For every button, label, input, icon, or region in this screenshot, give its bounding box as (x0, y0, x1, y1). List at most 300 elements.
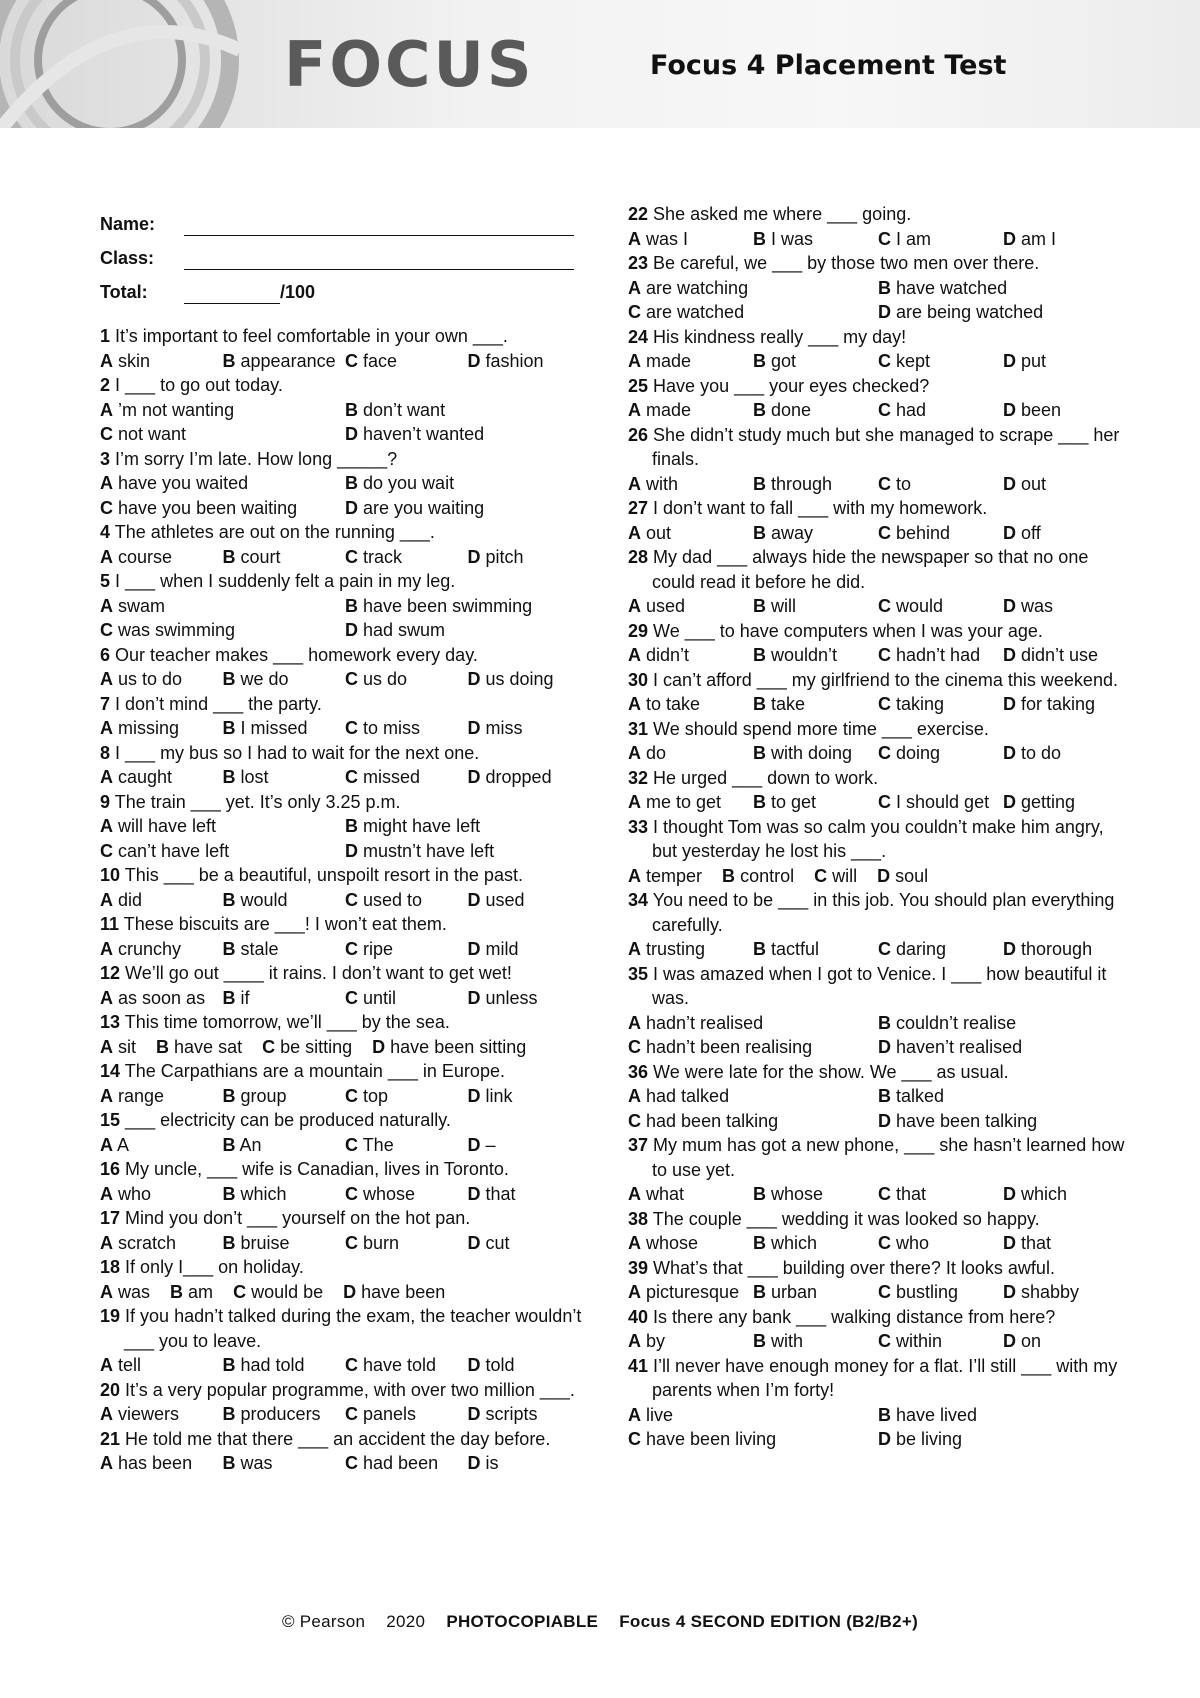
answer-option[interactable] (878, 1427, 1128, 1452)
options-row (628, 1109, 1128, 1134)
answer-option[interactable] (1003, 1182, 1128, 1207)
question-24 (628, 325, 1128, 374)
option-letter: A (100, 938, 113, 959)
option-letter: C (345, 938, 358, 959)
answer-option[interactable] (100, 496, 345, 521)
option-letter: C (345, 1404, 358, 1424)
answer-option[interactable] (468, 1182, 591, 1207)
answer-option[interactable] (100, 937, 223, 962)
answer-option[interactable] (345, 765, 468, 790)
answer-option[interactable] (170, 1280, 213, 1305)
option-letter: D (1003, 596, 1016, 616)
options-row (628, 1231, 1128, 1256)
name-field[interactable] (184, 216, 574, 236)
answer-option[interactable] (878, 1109, 1128, 1134)
question-number: 41 (628, 1355, 649, 1376)
answer-option[interactable] (223, 1133, 346, 1158)
option-letter: D (1003, 792, 1016, 812)
answer-option[interactable] (628, 300, 878, 325)
option-text: swam (118, 595, 166, 616)
answer-option[interactable] (878, 472, 1003, 497)
answer-option[interactable] (345, 1353, 468, 1378)
option-text: is (485, 1453, 499, 1473)
answer-option[interactable] (628, 1182, 753, 1207)
answer-option[interactable] (100, 618, 345, 643)
question-20 (100, 1378, 590, 1427)
answer-option[interactable] (100, 888, 223, 913)
answer-option[interactable] (628, 349, 753, 374)
answer-option[interactable] (1003, 741, 1128, 766)
answer-option[interactable] (628, 472, 753, 497)
question-number: 15 (100, 1110, 121, 1130)
answer-option[interactable] (223, 349, 346, 374)
question-text (628, 766, 1128, 791)
answer-option[interactable] (753, 692, 878, 717)
option-text: have been swimming (363, 595, 533, 616)
options-row (628, 1403, 1128, 1428)
option-text: got (771, 351, 797, 371)
answer-option[interactable] (1003, 472, 1128, 497)
answer-option[interactable] (878, 937, 1003, 962)
answer-option[interactable] (878, 398, 1003, 423)
answer-option[interactable] (100, 716, 223, 741)
answer-option[interactable] (753, 643, 878, 668)
answer-option[interactable] (628, 276, 878, 301)
answer-option[interactable] (372, 1035, 526, 1060)
answer-option[interactable] (100, 1035, 136, 1060)
answer-option[interactable] (878, 1231, 1003, 1256)
answer-option[interactable] (1003, 937, 1128, 962)
options-row (628, 790, 1128, 815)
answer-option[interactable] (753, 521, 878, 546)
option-text: has been (118, 1453, 193, 1473)
answer-option[interactable] (1003, 227, 1128, 252)
option-text: have been living (646, 1429, 777, 1449)
answer-option[interactable] (345, 618, 590, 643)
options-row (628, 227, 1128, 252)
options-row (100, 422, 590, 447)
answer-option[interactable] (468, 888, 591, 913)
answer-option[interactable] (753, 1329, 878, 1354)
answer-option[interactable] (345, 1451, 468, 1476)
option-letter: B (222, 889, 236, 910)
question-10 (100, 863, 590, 912)
answer-option[interactable] (223, 888, 346, 913)
option-letter: B (222, 938, 236, 959)
option-text: that (1021, 1233, 1052, 1253)
answer-option[interactable] (345, 1182, 468, 1207)
answer-option[interactable] (100, 545, 223, 570)
answer-option[interactable] (156, 1035, 242, 1060)
answer-option[interactable] (345, 814, 590, 839)
option-letter: D (467, 938, 481, 959)
options-row (100, 594, 590, 619)
question-number: 11 (100, 914, 120, 934)
answer-option[interactable] (100, 1402, 223, 1427)
question-text (628, 717, 1128, 742)
option-text: daring (896, 939, 947, 959)
answer-option[interactable] (100, 1231, 223, 1256)
option-letter: B (753, 596, 766, 616)
answer-option[interactable] (878, 692, 1003, 717)
option-letter: B (222, 546, 236, 567)
answer-option[interactable] (1003, 1231, 1128, 1256)
option-letter: A (628, 1233, 641, 1253)
answer-option[interactable] (753, 1231, 878, 1256)
answer-option[interactable] (468, 1353, 591, 1378)
answer-option[interactable] (223, 937, 346, 962)
question-number: 35 (628, 963, 649, 984)
answer-option[interactable] (468, 937, 591, 962)
option-letter: D (467, 767, 481, 787)
answer-option[interactable] (1003, 594, 1128, 619)
answer-option[interactable] (878, 1182, 1003, 1207)
answer-option[interactable] (223, 1182, 346, 1207)
answer-option[interactable] (1003, 521, 1128, 546)
question-text (628, 1305, 1128, 1330)
options-row (100, 937, 590, 962)
total-field[interactable] (184, 284, 280, 304)
answer-option[interactable] (878, 1084, 1128, 1109)
answer-option[interactable] (753, 227, 878, 252)
answer-option[interactable] (100, 1182, 223, 1207)
option-letter: D (1003, 400, 1016, 420)
answer-option[interactable] (345, 471, 590, 496)
options-row (100, 1231, 590, 1256)
options-row (628, 472, 1128, 497)
answer-option[interactable] (628, 864, 702, 889)
answer-option[interactable] (878, 594, 1003, 619)
option-letter: C (345, 718, 358, 738)
option-letter: A (628, 1404, 641, 1425)
option-letter: A (628, 939, 641, 959)
total-label: Total: (100, 281, 148, 302)
option-letter: C (878, 792, 891, 812)
option-letter: A (100, 889, 113, 910)
answer-option[interactable] (100, 594, 345, 619)
option-text: hadn’t been realising (646, 1037, 813, 1057)
answer-option[interactable] (468, 986, 591, 1011)
answer-option[interactable] (100, 667, 223, 692)
answer-option[interactable] (100, 986, 223, 1011)
option-letter: D (467, 1232, 481, 1253)
answer-option[interactable] (345, 1084, 468, 1109)
answer-option[interactable] (628, 1035, 878, 1060)
answer-option[interactable] (468, 1133, 591, 1158)
answer-option[interactable] (1003, 692, 1128, 717)
answer-option[interactable] (628, 692, 753, 717)
answer-option[interactable] (877, 864, 928, 889)
question-number: 19 (100, 1306, 121, 1326)
answer-option[interactable] (753, 1182, 878, 1207)
option-text: with doing (771, 743, 853, 763)
answer-option[interactable] (878, 1329, 1003, 1354)
option-text: The (362, 1134, 394, 1155)
option-text: if (240, 987, 250, 1008)
answer-option[interactable] (345, 888, 468, 913)
question-7 (100, 692, 590, 741)
option-letter: B (753, 939, 766, 959)
answer-option[interactable] (878, 790, 1003, 815)
answer-option[interactable] (878, 1280, 1003, 1305)
question-text (100, 373, 590, 398)
answer-option[interactable] (100, 398, 345, 423)
answer-option[interactable] (628, 398, 753, 423)
option-text: did (118, 889, 143, 910)
answer-option[interactable] (753, 1280, 878, 1305)
option-letter: C (628, 302, 641, 322)
option-letter: C (345, 350, 358, 371)
option-letter: B (156, 1036, 170, 1057)
option-letter: D (345, 424, 358, 444)
answer-option[interactable] (468, 765, 591, 790)
answer-option[interactable] (753, 741, 878, 766)
answer-option[interactable] (628, 1280, 753, 1305)
answer-option[interactable] (223, 1451, 346, 1476)
option-text: used (646, 596, 686, 616)
question-38 (628, 1207, 1128, 1256)
answer-option[interactable] (223, 1402, 346, 1427)
option-letter: C (628, 1110, 641, 1131)
question-text (628, 1207, 1128, 1232)
option-letter: B (753, 1331, 766, 1351)
answer-option[interactable] (100, 422, 345, 447)
answer-option[interactable] (878, 521, 1003, 546)
option-text: hadn’t had (896, 645, 981, 665)
option-letter: C (345, 546, 358, 567)
option-text: range (118, 1085, 165, 1106)
question-1 (100, 324, 590, 373)
answer-option[interactable] (100, 1133, 223, 1158)
options-row (628, 1329, 1128, 1354)
question-31 (628, 717, 1128, 766)
option-text: fashion (485, 350, 544, 371)
class-field[interactable] (184, 250, 574, 270)
answer-option[interactable] (343, 1280, 445, 1305)
answer-option[interactable] (100, 1084, 223, 1109)
answer-option[interactable] (468, 545, 591, 570)
answer-option[interactable] (223, 1231, 346, 1256)
question-stem: I don’t want to fall ___ with my homework. (653, 498, 988, 518)
question-stem: I thought Tom was so calm you couldn’t make him angry, but yesterday he lost his ___. (652, 816, 1104, 861)
option-text: appearance (240, 350, 336, 371)
answer-option[interactable] (223, 1084, 346, 1109)
option-letter: D (1003, 1282, 1016, 1302)
answer-option[interactable] (223, 545, 346, 570)
options-row (628, 643, 1128, 668)
answer-option[interactable] (345, 1133, 468, 1158)
option-text: that (896, 1184, 927, 1204)
answer-option[interactable] (1003, 398, 1128, 423)
answer-option[interactable] (345, 667, 468, 692)
answer-option[interactable] (878, 1011, 1128, 1036)
option-letter: A (100, 399, 113, 420)
answer-option[interactable] (468, 716, 591, 741)
question-stem: You need to be ___ in this job. You should plan everything carefully. (652, 890, 1115, 935)
answer-option[interactable] (223, 716, 346, 741)
answer-option[interactable] (468, 667, 591, 692)
answer-option[interactable] (345, 496, 590, 521)
question-stem: Mind you don’t ___ yourself on the hot pan. (125, 1208, 471, 1228)
question-stem: We were late for the show. We ___ as usual. (653, 1061, 1009, 1082)
question-stem: I can’t afford ___ my girlfriend to the cinema this weekend. (653, 669, 1118, 690)
answer-option[interactable] (1003, 349, 1128, 374)
answer-option[interactable] (345, 594, 590, 619)
option-text: used (485, 889, 525, 910)
question-stem: These biscuits are ___! I won’t eat them. (123, 914, 447, 934)
answer-option[interactable] (628, 1231, 753, 1256)
answer-option[interactable] (468, 1231, 591, 1256)
answer-option[interactable] (468, 1084, 591, 1109)
answer-option[interactable] (628, 643, 753, 668)
answer-option[interactable] (233, 1280, 323, 1305)
answer-option[interactable] (628, 227, 753, 252)
answer-option[interactable] (722, 864, 794, 889)
option-letter: A (100, 473, 113, 493)
answer-option[interactable] (628, 1084, 878, 1109)
answer-option[interactable] (628, 1109, 878, 1134)
answer-option[interactable] (345, 398, 590, 423)
answer-option[interactable] (345, 937, 468, 962)
question-4 (100, 520, 590, 569)
option-text: didn’t (646, 645, 690, 665)
answer-option[interactable] (345, 349, 468, 374)
answer-option[interactable] (100, 814, 345, 839)
answer-option[interactable] (878, 349, 1003, 374)
answer-option[interactable] (753, 937, 878, 962)
option-text: behind (896, 522, 951, 543)
answer-option[interactable] (878, 300, 1128, 325)
answer-option[interactable] (878, 276, 1128, 301)
answer-option[interactable] (628, 790, 753, 815)
answer-option[interactable] (1003, 643, 1128, 668)
options-row (100, 1451, 590, 1476)
answer-option[interactable] (345, 545, 468, 570)
answer-option[interactable] (753, 790, 878, 815)
answer-option[interactable] (345, 986, 468, 1011)
answer-option[interactable] (753, 594, 878, 619)
footer-photocopiable: PHOTOCOPIABLE (446, 1612, 599, 1631)
answer-option[interactable] (345, 716, 468, 741)
option-text: soul (895, 865, 929, 886)
answer-option[interactable] (1003, 1329, 1128, 1354)
answer-option[interactable] (628, 594, 753, 619)
answer-option[interactable] (814, 864, 857, 889)
option-letter: B (222, 1355, 236, 1375)
answer-option[interactable] (878, 1035, 1128, 1060)
options-row (100, 349, 590, 374)
answer-option[interactable] (468, 1402, 591, 1427)
option-letter: C (100, 497, 113, 518)
answer-option[interactable] (468, 349, 591, 374)
option-letter: A (628, 596, 641, 616)
option-text: to miss (363, 718, 421, 738)
answer-option[interactable] (468, 1451, 591, 1476)
answer-option[interactable] (262, 1035, 352, 1060)
answer-option[interactable] (628, 1329, 753, 1354)
answer-option[interactable] (100, 471, 345, 496)
answer-option[interactable] (1003, 790, 1128, 815)
question-stem: My dad ___ always hide the newspaper so that no one could read it before he did. (652, 547, 1089, 592)
answer-option[interactable] (345, 422, 590, 447)
answer-option[interactable] (753, 349, 878, 374)
option-letter: C (878, 351, 891, 371)
question-text (100, 1157, 590, 1182)
answer-option[interactable] (100, 765, 223, 790)
answer-option[interactable] (223, 986, 346, 1011)
footer-copyright: © Pearson (281, 1612, 366, 1631)
options-row (100, 471, 590, 496)
option-text: course (118, 546, 173, 567)
question-22 (628, 202, 1128, 251)
answer-option[interactable] (878, 643, 1003, 668)
question-number: 20 (100, 1379, 121, 1400)
option-letter: B (878, 1404, 891, 1425)
option-text: was (118, 1281, 151, 1302)
answer-option[interactable] (878, 1403, 1128, 1428)
answer-option[interactable] (345, 839, 590, 864)
student-info (100, 202, 590, 304)
answer-option[interactable] (100, 349, 223, 374)
answer-option[interactable] (628, 521, 753, 546)
option-letter: B (753, 351, 766, 371)
answer-option[interactable] (628, 937, 753, 962)
option-text: – (485, 1134, 496, 1155)
option-text: group (240, 1085, 287, 1106)
options-row (628, 864, 1128, 889)
answer-option[interactable] (223, 1353, 346, 1378)
option-text: live (646, 1404, 674, 1425)
question-text (628, 888, 1128, 937)
option-text: whose (646, 1233, 699, 1253)
answer-option[interactable] (223, 667, 346, 692)
answer-option[interactable] (878, 741, 1003, 766)
page-title: Focus 4 Placement Test (650, 50, 1007, 81)
option-text: are watching (646, 277, 749, 298)
option-text: made (646, 351, 692, 371)
question-stem: I’ll never have enough money for a flat. I’ll still ___ with my parents when I’m forty! (652, 1355, 1118, 1400)
answer-option[interactable] (628, 741, 753, 766)
answer-option[interactable] (100, 1280, 150, 1305)
option-text: be sitting (280, 1036, 353, 1057)
answer-option[interactable] (878, 227, 1003, 252)
answer-option[interactable] (100, 839, 345, 864)
answer-option[interactable] (100, 1451, 223, 1476)
option-text: have told (363, 1355, 437, 1375)
answer-option[interactable] (628, 1403, 878, 1428)
answer-option[interactable] (1003, 1280, 1128, 1305)
option-letter: D (467, 718, 481, 738)
answer-option[interactable] (753, 472, 878, 497)
option-text: to take (646, 694, 701, 714)
question-stem: I’m sorry I’m late. How long _____? (115, 448, 398, 469)
answer-option[interactable] (100, 1353, 223, 1378)
options-row (628, 349, 1128, 374)
option-text: track (363, 546, 403, 567)
answer-option[interactable] (345, 1402, 468, 1427)
option-letter: D (1003, 522, 1016, 543)
answer-option[interactable] (628, 1427, 878, 1452)
option-letter: C (878, 522, 891, 543)
answer-option[interactable] (753, 398, 878, 423)
question-6 (100, 643, 590, 692)
option-letter: A (100, 1134, 113, 1155)
answer-option[interactable] (345, 1231, 468, 1256)
question-33 (628, 815, 1128, 889)
answer-option[interactable] (223, 765, 346, 790)
answer-option[interactable] (628, 1011, 878, 1036)
option-letter: C (345, 1134, 358, 1155)
